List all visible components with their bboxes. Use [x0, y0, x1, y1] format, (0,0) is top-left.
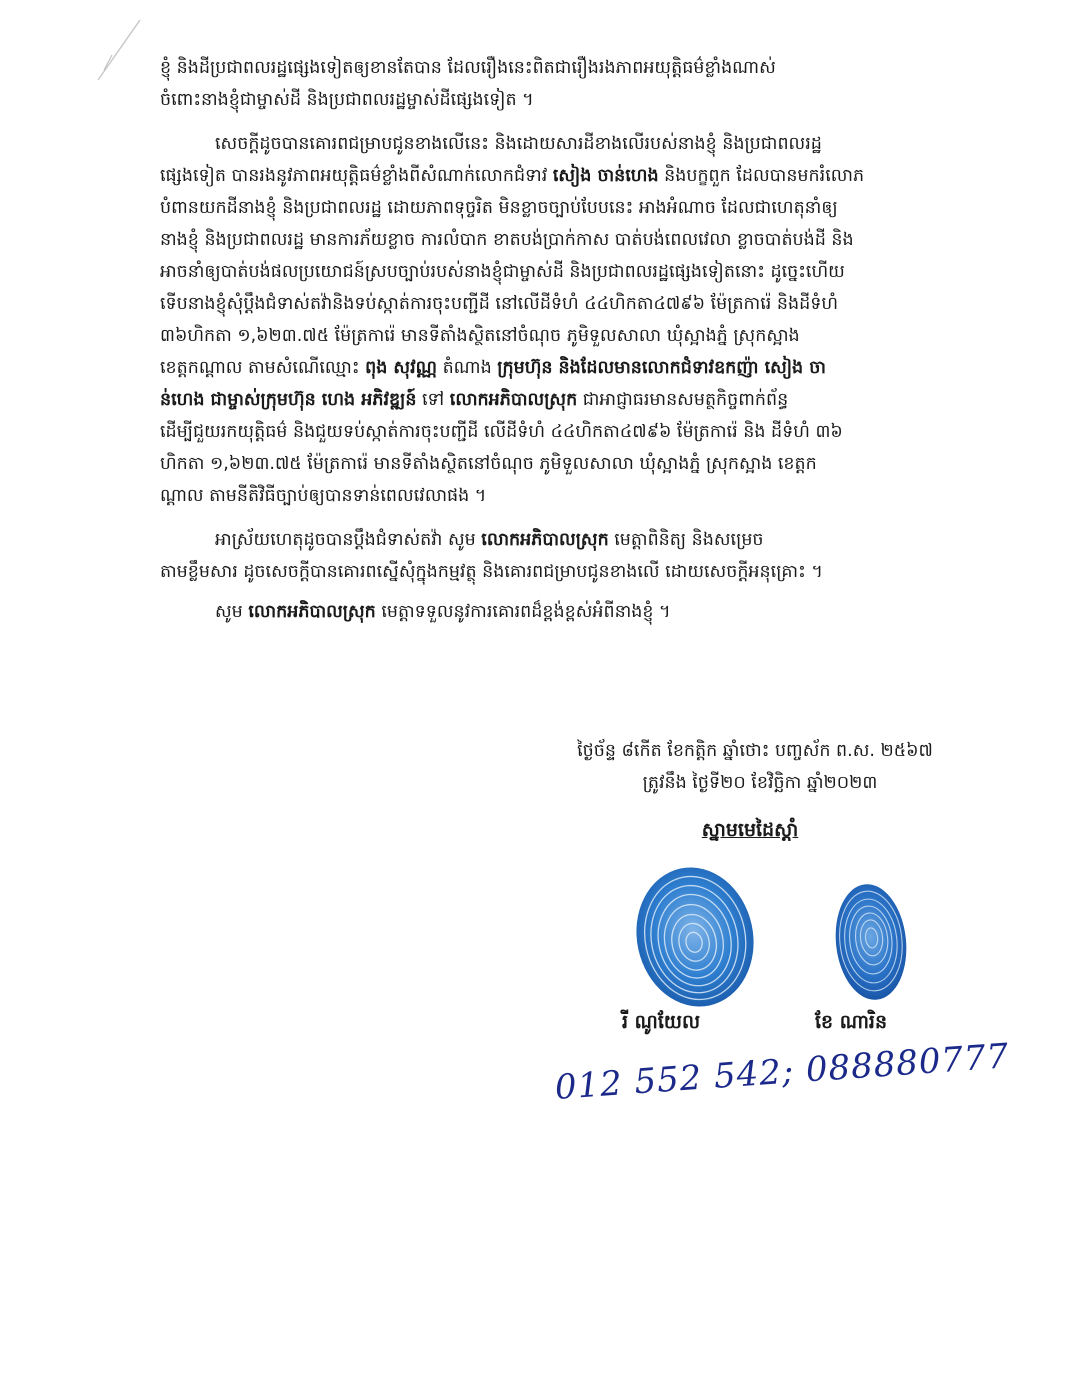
text-line: [160, 352, 990, 384]
text-line: [160, 524, 990, 556]
text-run: តំណាង: [437, 358, 498, 378]
person-name: សៀង ចាន់ហេង: [552, 166, 659, 186]
recipient-title: លោកអភិបាលស្រុក: [481, 530, 609, 550]
text-line: តាមខ្លឹមសារ ដូចសេចក្តីបានគោរពស្នើសុំក្នុងកម្មវត្ថុ និងគោរពជម្រាបជូនខាងលើ ដោយសេចក្តីអនុគ្រោះ ។: [160, 562, 823, 582]
fingerprint-right: [832, 880, 910, 1005]
letter-body: [160, 52, 990, 628]
text-line: អាចនាំឲ្យបាត់បង់ផលប្រយោជន៍ស្របច្បាប់របស់នាងខ្ញុំជាម្ចាស់ដី និងប្រជាពលរដ្ឋផ្សេងទៀតនោះ ដូច្នេះហើយ: [160, 262, 845, 282]
company-name: ន់ហេង ជាម្ចាស់ក្រុមហ៊ុន ហេង អភិវឌ្ឍន៍: [160, 390, 417, 410]
text-line: ទើបនាងខ្ញុំសុំប្តឹងជំទាស់តវ៉ានិងទប់ស្កាត់ការចុះបញ្ជីដី នៅលើដីទំហំ ៤៤ហិកតា៤៧៩៦ ម៉ែត្រការ៉េ និងដីទំហំ: [160, 294, 838, 314]
solar-date: ត្រូវនឹង ថ្ងៃទី២០ ខែវិច្ឆិកា ឆ្នាំ២០២៣: [642, 773, 878, 793]
fingerprint-left: [630, 862, 760, 1012]
lunar-date: ថ្ងៃច័ន្ទ ៨កើត ខែកត្តិក ឆ្នាំថោះ បញ្ចស័ក ព.ស. ២៥៦៧: [577, 741, 933, 761]
text-line: ហិកតា ១,៦២៣.៧៥ ម៉ែត្រការ៉េ មានទីតាំងស្ថិតនៅចំណុច ភូមិទួលសាលា ឃុំស្អាងភ្នំ ស្រុកស្អាង ខេត្តក: [160, 454, 817, 474]
closing-line: [160, 596, 990, 628]
company-name: ក្រុមហ៊ុន និងដែលមានលោកជំទាវឧកញ៉ា សៀង ចា: [497, 358, 826, 378]
text-run: មេត្តាពិនិត្យ និងសម្រេច: [608, 530, 764, 550]
recipient-title: លោកអភិបាលស្រុក: [248, 602, 376, 622]
text-run: និងបក្ខពួក ដែលបានមករំលោភ: [658, 166, 865, 186]
text-line: បំពានយកដីនាងខ្ញុំ និងប្រជាពលរដ្ឋ ដោយភាពទុច្ចរិត មិនខ្លាចច្បាប់បែបនេះ អាងអំណាច ដែលជាហេតុនាំឲ្យ: [160, 198, 838, 218]
date-block: [535, 735, 975, 799]
text-line: [160, 160, 990, 192]
text-line: ដើម្បីជួយរកយុត្តិធម៌ និងជួយទប់ស្កាត់ការចុះបញ្ជីដី លើដីទំហំ ៤៤ហិកតា៤៧៩៦ ម៉ែត្រការ៉េ និង ដីទំហំ ៣៦: [160, 422, 843, 442]
text-run: សូម: [215, 602, 249, 622]
signer-name: ខែ ណារិន: [815, 1011, 888, 1033]
signer-name: រី ណូយែល: [622, 1011, 701, 1033]
person-name: ពុង សុវណ្ណ: [365, 358, 437, 378]
text-line: ចំពោះនាងខ្ញុំជាម្ចាស់ដី និងប្រជាពលរដ្ឋម្ចាស់ដីផ្សេងទៀត ។: [160, 90, 534, 110]
text-run: ជាអាជ្ញាធរមានសមត្ថកិច្ចពាក់ព័ន្ធ: [577, 390, 789, 410]
text-run: ទៅ: [416, 390, 450, 410]
signature-title: ស្នាមមេដៃស្តាំ: [701, 819, 799, 841]
text-line: នាងខ្ញុំ និងប្រជាពលរដ្ឋ មានការភ័យខ្លាច ការលំបាក ខាតបង់ប្រាក់កាស បាត់បង់ពេលវេលា ខ្លាចបាត់បង់ដី និង: [160, 230, 854, 250]
recipient-title: លោកអភិបាលស្រុក: [449, 390, 578, 410]
text-run: អាស្រ័យហេតុដូចបានប្តឹងជំទាស់តវ៉ា សូម: [215, 530, 482, 550]
text-run: ផ្សេងទៀត បានរងនូវភាពអយុត្តិធម៌ខ្លាំងពីសំណាក់លោកជំទាវ: [160, 166, 553, 186]
text-run: ខេត្តកណ្តាល តាមសំណើឈ្មោះ: [160, 358, 366, 378]
text-line: [160, 384, 990, 416]
text-line: ៣៦ហិកតា ១,៦២៣.៧៥ ម៉ែត្រការ៉េ មានទីតាំងស្ថិតនៅចំណុច ភូមិទួលសាលា ឃុំស្អាងភ្នំ ស្រុកស្អាង: [160, 326, 800, 346]
text-line: ណ្តាល តាមនីតិវិធីច្បាប់ឲ្យបានទាន់ពេលវេលាផង ។: [160, 486, 487, 506]
handwritten-phone-numbers: 012 552 542; 088880777: [553, 1036, 1011, 1108]
text-run: មេត្តាទទួលនូវការគោរពដ៏ខ្ពង់ខ្ពស់អំពីនាងខ្ញុំ ។: [375, 602, 671, 622]
text-line: សេចក្តីដូចបានគោរពជម្រាបជូនខាងលើនេះ និងដោយសារដីខាងលើរបស់នាងខ្ញុំ និងប្រជាពលរដ្ឋ: [215, 134, 822, 154]
text-line: ខ្ញុំ និងដីប្រជាពលរដ្ឋផ្សេងទៀតឲ្យខានតែបាន ដែលរឿងនេះពិតជារឿងរងភាពអយុត្តិធម៌ខ្លាំងណាស់: [160, 58, 776, 78]
